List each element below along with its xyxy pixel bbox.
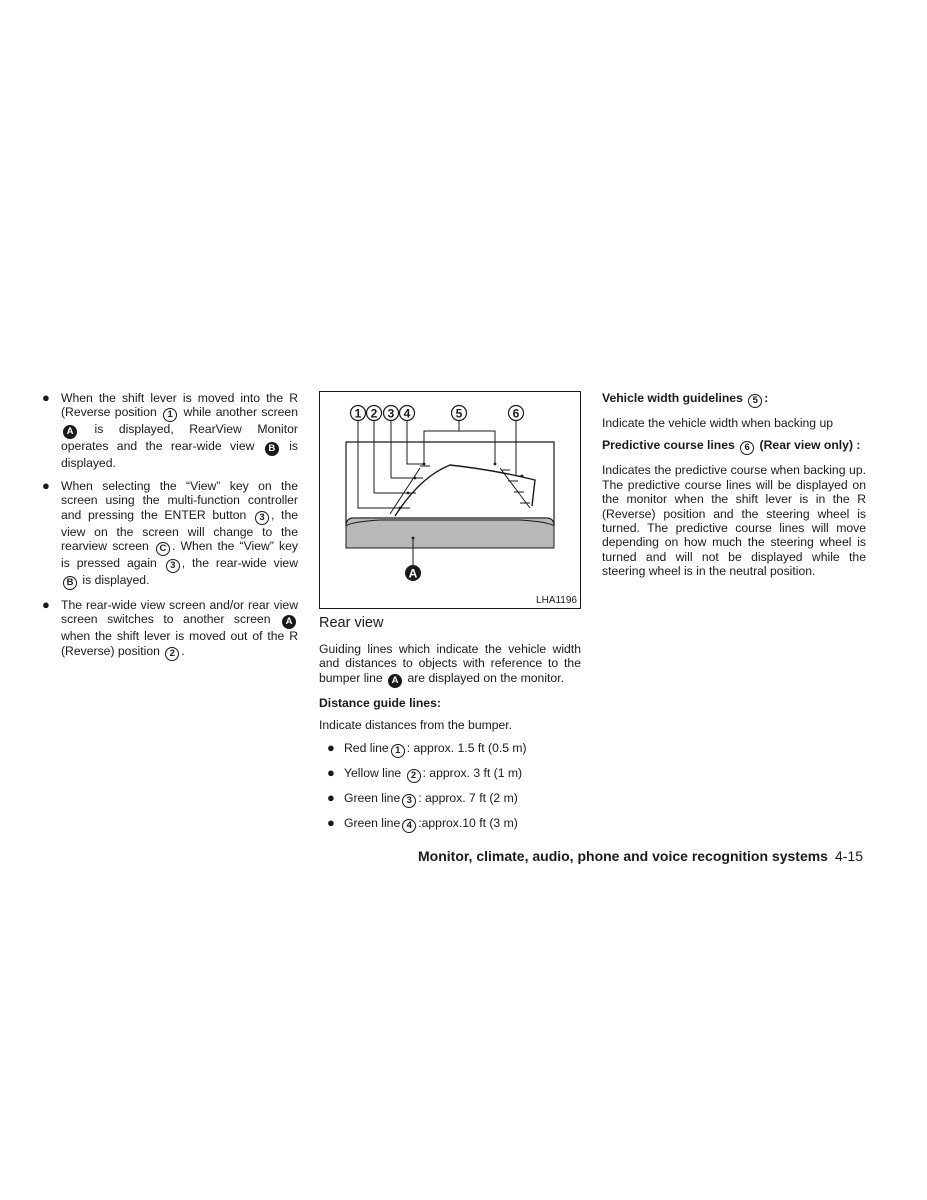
bullet-text bbox=[61, 479, 298, 587]
text-run: Predictive course lines bbox=[602, 438, 739, 453]
text-run: , the rear-wide view bbox=[181, 556, 298, 571]
circled-label-a-icon: A bbox=[388, 674, 402, 688]
distance-item-yellow bbox=[319, 766, 581, 783]
circled-label-2-icon: 2 bbox=[407, 769, 421, 783]
bullet-text bbox=[61, 391, 298, 470]
footer-title: Monitor, climate, audio, phone and voice recognition systems bbox=[418, 848, 828, 864]
width-guidelines-heading bbox=[602, 391, 866, 408]
bullet-dot-icon: ● bbox=[327, 814, 335, 830]
circled-label-2-icon: 2 bbox=[165, 647, 179, 661]
circled-label-4-icon: 4 bbox=[402, 819, 416, 833]
callout-label: 3 bbox=[387, 406, 395, 421]
callout-3 bbox=[384, 406, 399, 421]
circled-label-b-icon: B bbox=[265, 442, 279, 456]
rear-view-diagram bbox=[319, 391, 581, 609]
page-footer bbox=[418, 848, 864, 865]
bullet-dot-icon: ● bbox=[42, 597, 50, 613]
width-guidelines-text: Indicate the vehicle width when backing up bbox=[602, 416, 834, 430]
bumper-label-a bbox=[405, 565, 421, 581]
bumper-shaded-area bbox=[346, 518, 554, 548]
circled-label-5-icon: 5 bbox=[748, 394, 762, 408]
text-run: Green line bbox=[344, 815, 401, 830]
callout-label: 2 bbox=[370, 406, 378, 421]
callout-leader-lines bbox=[358, 421, 522, 508]
text-run: . When the “View” key is pressed again bbox=[61, 539, 298, 571]
text-run: is displayed, RearView Monitor operates and the rear-wide view bbox=[61, 422, 298, 454]
circled-label-c-icon: C bbox=[156, 542, 170, 556]
distance-item-text bbox=[344, 791, 518, 805]
text-run: Yellow line bbox=[344, 765, 405, 780]
distance-heading: Distance guide lines: bbox=[319, 695, 441, 710]
callout-label: 6 bbox=[512, 406, 520, 421]
text-run: (Rear view only) : bbox=[756, 438, 861, 453]
bullet-view-key bbox=[40, 479, 298, 590]
bullet-dot-icon: ● bbox=[327, 739, 335, 755]
circled-label-a-icon: A bbox=[282, 615, 296, 629]
circled-label-b-icon: B bbox=[63, 576, 77, 590]
callout-2 bbox=[367, 406, 382, 421]
section-title: Rear view bbox=[319, 615, 384, 631]
distance-intro: Indicate distances from the bumper. bbox=[319, 718, 513, 733]
predictive-course-line bbox=[395, 465, 535, 516]
text-run: When selecting the “View” key on the screen using the multi-function controller and pressing the ENTER button bbox=[61, 478, 298, 522]
circled-label-3-icon: 3 bbox=[255, 511, 269, 525]
right-column bbox=[602, 391, 866, 587]
text-run: when the shift lever is moved out of the R (Reverse) position bbox=[61, 629, 298, 658]
callout-1 bbox=[351, 406, 366, 421]
text-run: : bbox=[764, 391, 769, 405]
page-number: 4-15 bbox=[834, 848, 863, 864]
bullet-dot-icon: ● bbox=[42, 390, 50, 405]
predictive-lines-text: Indicates the predictive course when backing up. The predictive course lines will be displayed on the monitor when the shift lever is in the R (Reverse) position and the steering wheel is turned. The predictive course lines will move depending on how much the steering wheel is turned and will not be displayed while the steering wheel is in the neutral position. bbox=[602, 463, 866, 579]
bullet-dot-icon: ● bbox=[42, 477, 50, 493]
middle-column bbox=[319, 391, 581, 841]
circled-label-a-icon: A bbox=[63, 425, 77, 439]
text-run: while another screen bbox=[179, 405, 298, 420]
callout-4 bbox=[400, 406, 415, 421]
text-run: Green line bbox=[344, 790, 401, 805]
callout-6 bbox=[509, 406, 524, 421]
text-run: , the view on the screen will change to the rearview screen bbox=[61, 507, 299, 554]
bullet-dot-icon: ● bbox=[327, 764, 335, 780]
text-run: Red line bbox=[344, 740, 389, 755]
rear-view-diagram-svg bbox=[320, 392, 580, 608]
distance-item-text bbox=[344, 816, 518, 830]
callout-label: 1 bbox=[354, 406, 362, 421]
text-run: : approx. 1.5 ft (0.5 m) bbox=[406, 740, 527, 755]
monitor-screen-outline bbox=[346, 442, 554, 526]
callout-label: 5 bbox=[455, 406, 463, 421]
bullet-screen-switch bbox=[40, 598, 298, 661]
distance-item-red bbox=[319, 741, 581, 758]
bullet-shift-lever bbox=[40, 391, 298, 471]
text-run: When the shift lever is moved into the R (Reverse position bbox=[61, 391, 298, 420]
distance-item-green-7ft bbox=[319, 791, 581, 808]
text-run: are displayed on the monitor. bbox=[404, 670, 564, 685]
text-run: is displayed. bbox=[79, 573, 150, 588]
left-column bbox=[40, 391, 298, 669]
text-run: : approx. 3 ft (1 m) bbox=[422, 765, 523, 780]
circled-label-3-icon: 3 bbox=[402, 794, 416, 808]
bullet-dot-icon: ● bbox=[327, 789, 335, 805]
figure-code: LHA1196 bbox=[536, 595, 577, 606]
distance-item-text bbox=[344, 741, 527, 755]
predictive-lines-heading bbox=[602, 438, 866, 455]
callout-label: 4 bbox=[403, 406, 411, 421]
callout-group bbox=[351, 406, 524, 421]
circled-label-3-icon: 3 bbox=[166, 559, 180, 573]
text-run: Vehicle width guidelines bbox=[602, 391, 747, 405]
circled-label-1-icon: 1 bbox=[391, 744, 405, 758]
rear-view-intro bbox=[319, 642, 581, 688]
text-run: is displayed. bbox=[61, 439, 298, 471]
text-run: Guiding lines which indicate the vehicle width and distances to objects with reference to the bumper line bbox=[319, 642, 581, 685]
text-run: :approx.10 ft (3 m) bbox=[418, 815, 518, 830]
bumper-label-text: A bbox=[408, 566, 418, 581]
text-run: . bbox=[181, 643, 185, 658]
circled-label-1-icon: 1 bbox=[163, 408, 177, 422]
distance-item-green-10ft bbox=[319, 816, 581, 833]
circled-label-6-icon: 6 bbox=[740, 441, 754, 455]
text-run: : approx. 7 ft (2 m) bbox=[418, 790, 518, 805]
text-run: The rear-wide view screen and/or rear view screen switches to another screen bbox=[61, 598, 298, 627]
callout-5 bbox=[452, 406, 467, 421]
distance-item-text bbox=[344, 766, 522, 780]
bullet-text bbox=[61, 598, 298, 658]
distance-guide-lines bbox=[390, 466, 530, 514]
